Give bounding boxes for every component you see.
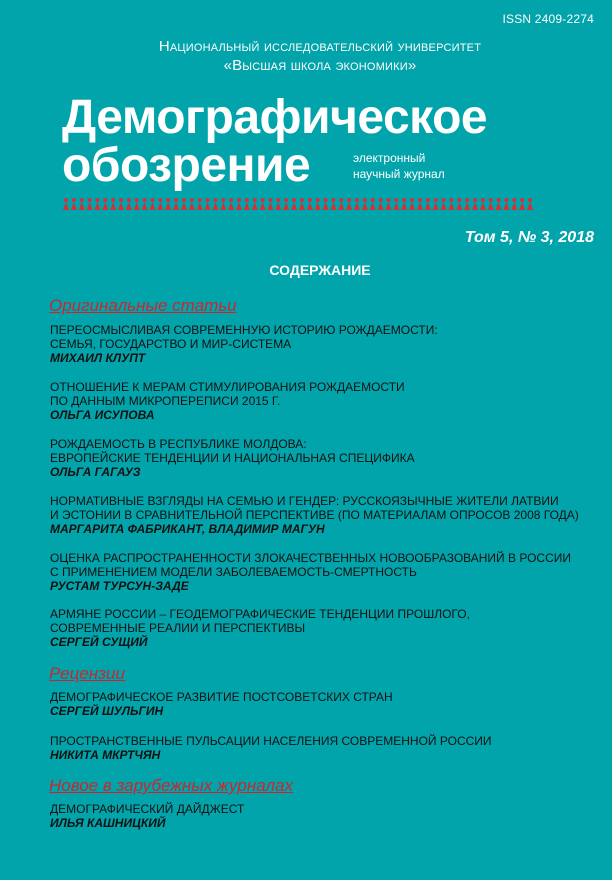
university-line-2: «Высшая школа экономики»: [223, 57, 417, 74]
ornament-figure: [307, 198, 313, 210]
article-author: ИЛЬЯ КАШНИЦКИЙ: [50, 816, 166, 830]
ornament-figure: [393, 198, 399, 210]
article[interactable]: [50, 494, 610, 537]
ornament-figure: [323, 198, 329, 210]
journal-subtitle: [353, 150, 445, 182]
university-line-1: Национальный исследовательский университет: [158, 38, 482, 55]
ornament-figure: [283, 198, 289, 210]
article-title-line: ОТНОШЕНИЕ К МЕРАМ СТИМУЛИРОВАНИЯ РОЖДАЕМОСТИ: [50, 380, 405, 394]
ornament-figure: [291, 198, 297, 210]
red-ornament-border: [62, 197, 534, 211]
article-author: МАРГАРИТА ФАБРИКАНТ, ВЛАДИМИР МАГУН: [50, 522, 325, 536]
ornament-figure: [456, 198, 462, 210]
ornament-figure: [370, 198, 376, 210]
ornament-figure: [267, 198, 273, 210]
ornament-figure: [315, 198, 321, 210]
ornament-figure: [338, 198, 344, 210]
ornament-figure: [330, 198, 336, 210]
article-title-line: ПО ДАННЫМ МИКРОПЕРЕПИСИ 2015 Г.: [50, 394, 281, 408]
article[interactable]: [50, 690, 610, 719]
article-author: РУСТАМ ТУРСУН-ЗАДЕ: [50, 579, 189, 593]
article-title-line: АРМЯНЕ РОССИИ – ГЕОДЕМОГРАФИЧЕСКИЕ ТЕНДЕНЦИИ ПРОШЛОГО,: [50, 607, 470, 621]
ornament-figure: [149, 198, 155, 210]
ornament-figure: [236, 198, 242, 210]
article-title-line: ЕВРОПЕЙСКИЕ ТЕНДЕНЦИИ И НАЦИОНАЛЬНАЯ СПЕЦИФИКА: [50, 451, 415, 465]
ornament-figure: [480, 198, 486, 210]
subtitle-line-1: электронный: [353, 151, 426, 165]
ornament-figure: [102, 198, 108, 210]
article[interactable]: [50, 802, 610, 831]
ornament-figure: [362, 198, 368, 210]
ornament-figure: [346, 198, 352, 210]
article-title-line: ПЕРЕОСМЫСЛИВАЯ СОВРЕМЕННУЮ ИСТОРИЮ РОЖДАЕМОСТИ:: [50, 323, 438, 337]
ornament-figure: [527, 198, 533, 210]
article[interactable]: [50, 437, 610, 480]
article-author: ОЛЬГА ГАГАУЗ: [50, 465, 141, 479]
volume-issue: Том 5, № 3, 2018: [464, 229, 594, 246]
ornament-figure: [118, 198, 124, 210]
ornament-figure: [63, 198, 69, 210]
ornament-figure: [87, 198, 93, 210]
ornament-figure: [433, 198, 439, 210]
ornament-figure: [385, 198, 391, 210]
article-title-line: И ЭСТОНИИ В СРАВНИТЕЛЬНОЙ ПЕРСПЕКТИВЕ (ПО МАТЕРИАЛАМ ОПРОСОВ 2008 ГОДА): [50, 508, 579, 522]
ornament-figure: [378, 198, 384, 210]
ornament-figure: [425, 198, 431, 210]
article-title-line: ПРОСТРАНСТВЕННЫЕ ПУЛЬСАЦИИ НАСЕЛЕНИЯ СОВРЕМЕННОЙ РОССИИ: [50, 734, 492, 748]
article-title-line: ОЦЕНКА РАСПРОСТРАНЕННОСТИ ЗЛОКАЧЕСТВЕННЫХ НОВООБРАЗОВАНИЙ В РОССИИ: [50, 551, 572, 565]
ornament-figure: [409, 198, 415, 210]
ornament-figure: [189, 198, 195, 210]
ornament-figure: [244, 198, 250, 210]
ornament-figure: [503, 198, 509, 210]
ornament-figure: [519, 198, 525, 210]
ornament-figure: [448, 198, 454, 210]
ornament-figure: [260, 198, 266, 210]
ornament-figure: [511, 198, 517, 210]
article-title-line: ДЕМОГРАФИЧЕСКОЕ РАЗВИТИЕ ПОСТСОВЕТСКИХ СТРАН: [50, 690, 393, 704]
ornament-figure: [142, 198, 148, 210]
article-title-line: РОЖДАЕМОСТЬ В РЕСПУБЛИКЕ МОЛДОВА:: [50, 437, 307, 451]
article-author: МИХАИЛ КЛУПТ: [50, 351, 146, 365]
subtitle-line-2: научный журнал: [353, 167, 445, 181]
ornament-figure: [134, 198, 140, 210]
ornament-figure: [228, 198, 234, 210]
article[interactable]: [50, 551, 610, 594]
ornament-figure: [464, 198, 470, 210]
ornament-figure: [354, 198, 360, 210]
ornament-figure: [94, 198, 100, 210]
ornament-figure: [299, 198, 305, 210]
article-author: НИКИТА МКРТЧЯН: [50, 748, 161, 762]
section-title-original-articles[interactable]: Оригинальные статьи: [49, 296, 237, 315]
ornament-figure: [275, 198, 281, 210]
ornament-figure: [212, 198, 218, 210]
article[interactable]: [50, 734, 610, 763]
ornament-figure: [126, 198, 132, 210]
ornament-figure: [488, 198, 494, 210]
ornament-figure: [205, 198, 211, 210]
ornament-figure: [110, 198, 116, 210]
university-name: [0, 37, 612, 75]
ornament-figure: [417, 198, 423, 210]
ornament-figure: [181, 198, 187, 210]
article-author: СЕРГЕЙ СУЩИЙ: [50, 635, 148, 649]
article-title-line: СОВРЕМЕННЫЕ РЕАЛИИ И ПЕРСПЕКТИВЫ: [50, 621, 306, 635]
article-author: СЕРГЕЙ ШУЛЬГИН: [50, 704, 164, 718]
section-title-foreign-journals[interactable]: Новое в зарубежных журналах: [49, 776, 294, 795]
ornament-figure: [441, 198, 447, 210]
article-title-line: НОРМАТИВНЫЕ ВЗГЛЯДЫ НА СЕМЬЮ И ГЕНДЕР: РУССКОЯЗЫЧНЫЕ ЖИТЕЛИ ЛАТВИИ: [50, 494, 559, 508]
ornament-figure: [472, 198, 478, 210]
article[interactable]: [50, 323, 610, 366]
section-title-reviews[interactable]: Рецензии: [49, 664, 125, 683]
ornament-figure: [401, 198, 407, 210]
ornament-figure: [252, 198, 258, 210]
article[interactable]: [50, 607, 610, 650]
ornament-figure: [173, 198, 179, 210]
ornament-figure: [157, 198, 163, 210]
ornament-figure: [165, 198, 171, 210]
ornament-figure: [220, 198, 226, 210]
journal-title-line-2: обозрение: [62, 139, 311, 192]
article-author: ОЛЬГА ИСУПОВА: [50, 408, 155, 422]
article-title-line: СЕМЬЯ, ГОСУДАРСТВО И МИР-СИСТЕМА: [50, 337, 292, 351]
ornament-figure: [197, 198, 203, 210]
ornament-figure: [79, 198, 85, 210]
article-title-line: ДЕМОГРАФИЧЕСКИЙ ДАЙДЖЕСТ: [50, 802, 245, 816]
journal-title-line-1: Демографическое: [62, 91, 488, 144]
ornament-figure: [496, 198, 502, 210]
article-title-line: С ПРИМЕНЕНИЕМ МОДЕЛИ ЗАБОЛЕВАЕМОСТЬ-СМЕРТНОСТЬ: [50, 565, 417, 579]
ornament-figure: [71, 198, 77, 210]
issn: ISSN 2409-2274: [502, 12, 594, 26]
article[interactable]: [50, 380, 610, 423]
contents-heading: СОДЕРЖАНИЕ: [269, 262, 371, 278]
